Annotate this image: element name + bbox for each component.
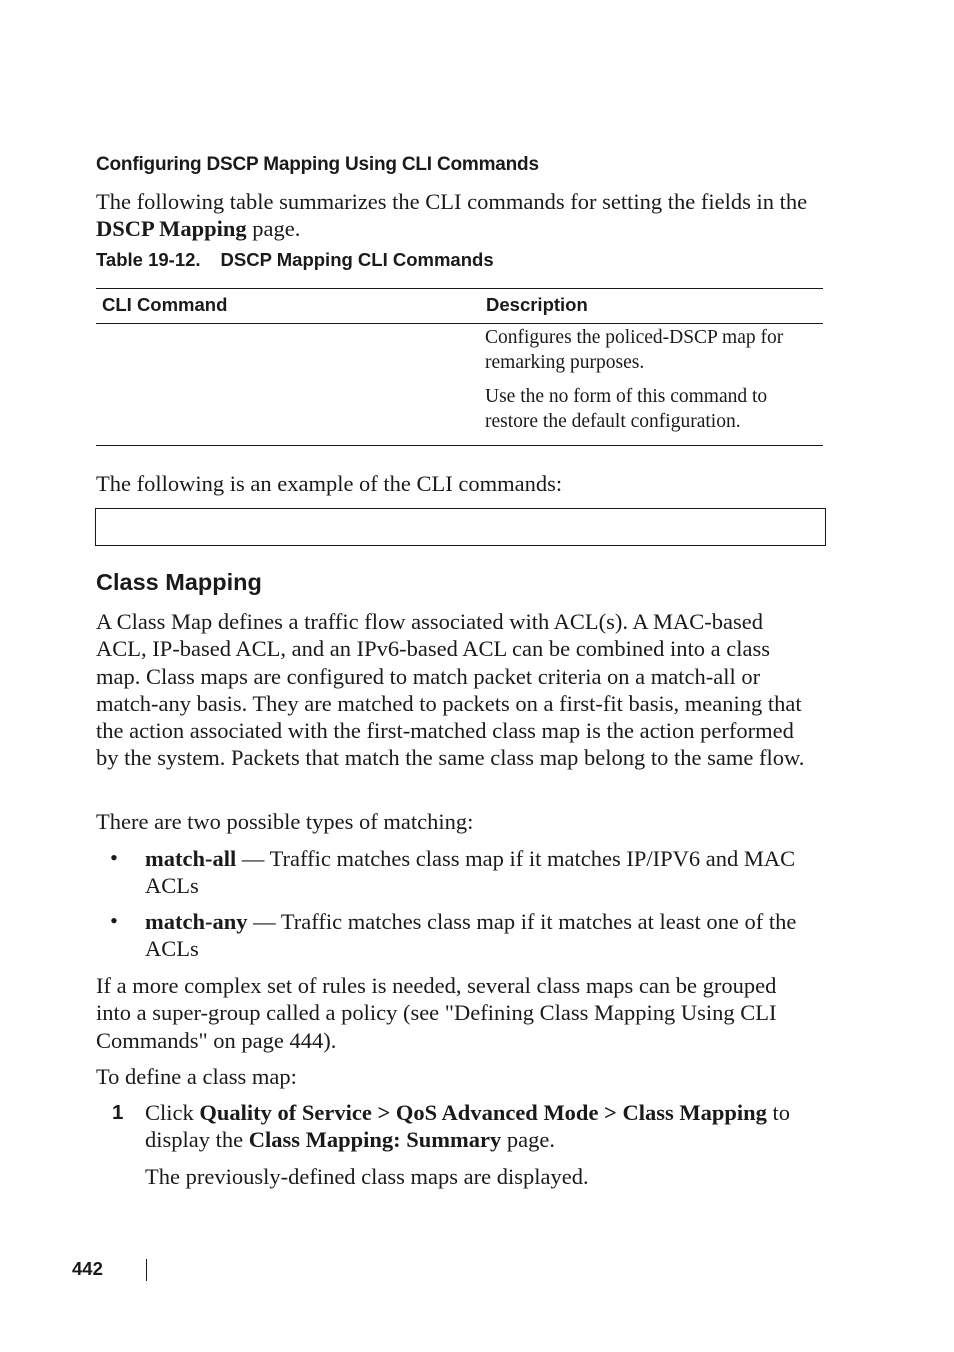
bullet-term: match-all [145,846,237,871]
class-mapping-heading: Class Mapping [96,569,262,595]
table-caption-title: DSCP Mapping CLI Commands [220,249,494,270]
column-header-description: Description [486,294,588,315]
code-example-box [95,508,826,546]
footer-divider [146,1259,147,1281]
table-caption-number: Table 19-12. [96,249,201,270]
step-text: to display the [145,1100,791,1153]
table-row [96,324,823,446]
example-lead: The following is an example of the CLI commands: [96,471,563,496]
step-instruction [145,1099,815,1154]
description-line-1: Configures the policed-DSCP map for remarking purposes. [485,327,784,373]
table-header-row [96,289,823,324]
step-number: 1 [112,1101,124,1124]
class-mapping-paragraph-1: A Class Map defines a traffic flow associated with ACL(s). A MAC-based ACL, IP-based ACL, and an IPv6-based ACL can be combined into a class map. Class maps are configured to match packet criteria on a match-all or match-any basis. They are matched to packets on a first-fit basis, meaning that the action associated with the first-matched class map is the action performed by the system. Packets that match the same class map belong to the same flow. [96,609,805,771]
bullet-item-match-any [145,908,815,963]
description-line-2: Use the no form of this command to restore the default configuration. [485,386,768,432]
bullet-marker: • [110,845,118,870]
page-number: 442 [72,1258,103,1279]
page-name: Class Mapping: Summary [248,1127,502,1153]
step-result: The previously-defined class maps are displayed. [145,1164,589,1189]
class-mapping-paragraph-3: If a more complex set of rules is needed, several class maps can be grouped into a super-group called a policy (see "Defining Class Mapping Using CLI Commands" on page 444). [96,973,777,1053]
bullet-description: — Traffic matches class map if it matches at least one of the ACLs [145,909,797,962]
section-heading: Configuring DSCP Mapping Using CLI Commands [96,154,539,175]
intro-text: The following table summarizes the CLI commands for setting the fields in the [96,189,808,214]
table-caption [96,249,494,271]
step-text: Click [145,1100,200,1125]
intro-paragraph [96,188,816,243]
intro-text-end: page. [246,216,301,242]
matching-types-intro: There are two possible types of matching: [96,809,474,834]
menu-path: Quality of Service > QoS Advanced Mode > Class Mapping [199,1100,767,1125]
column-header-cli-command: CLI Command [102,294,228,315]
step-text: page. [501,1127,556,1153]
bullet-item-match-all [145,845,815,900]
bullet-term: match-any [145,909,248,934]
define-class-map-intro: To define a class map: [96,1064,297,1089]
cli-command-cell [96,324,476,445]
bullet-marker: • [110,908,118,933]
cli-commands-table [96,288,823,446]
bullet-description: — Traffic matches class map if it matches IP/IPV6 and MAC ACLs [145,846,796,899]
intro-bold-term: DSCP Mapping [96,216,247,242]
